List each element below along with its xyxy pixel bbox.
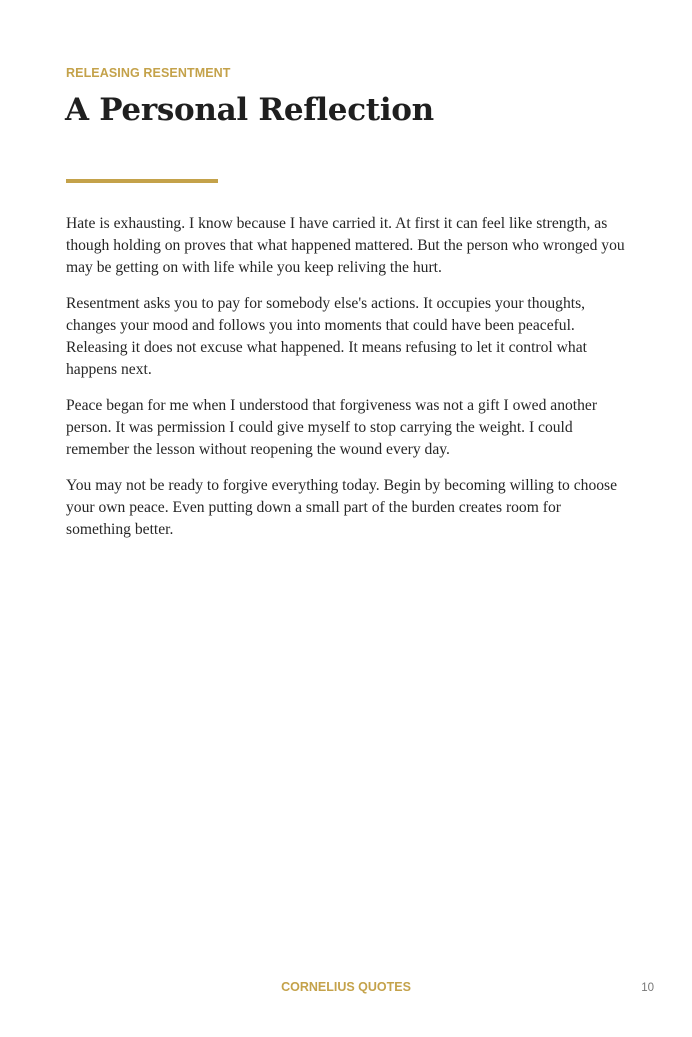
page-number: 10	[641, 982, 654, 994]
page-title: A Personal Reflection	[65, 92, 434, 128]
footer-brand: CORNELIUS QUOTES	[281, 980, 411, 994]
paragraph-1: Hate is exhausting. I know because I have carried it. At first it can feel like strength, as though holding on proves that what happened mattered. But the person who wronged you may be getting on with life while you keep reliving the hurt.	[66, 215, 625, 276]
paragraph-3: Peace began for me when I understood that forgiveness was not a gift I owed another person. It was permission I could give myself to stop carrying the weight. I could remember the lesson without reopening the wound every day.	[66, 397, 598, 458]
paragraph-4: You may not be ready to forgive everything today. Begin by becoming willing to choose your own peace. Even putting down a small part of the burden creates room for something better.	[66, 477, 618, 538]
title-divider	[66, 179, 218, 183]
body-text	[66, 213, 628, 555]
paragraph-2: Resentment asks you to pay for somebody else's actions. It occupies your thoughts, changes your mood and follows you into moments that could have been peaceful. Releasing it does not excuse what happened. It means refusing to let it control what happens next.	[66, 295, 587, 378]
section-kicker: RELEASING RESENTMENT	[66, 66, 231, 80]
